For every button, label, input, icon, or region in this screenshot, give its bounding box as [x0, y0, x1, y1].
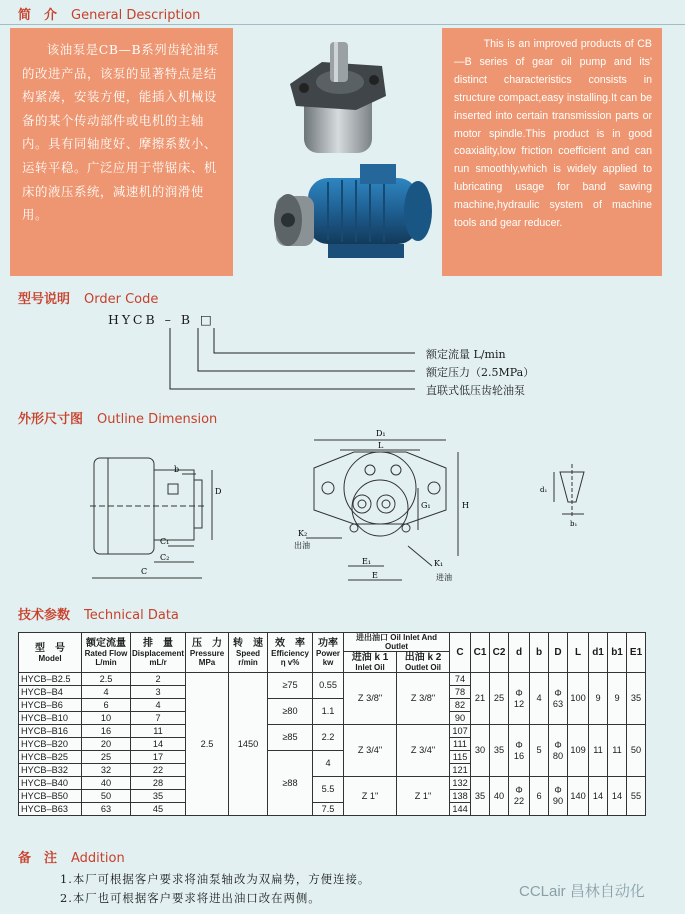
table-cell: HYCB–B4: [19, 686, 82, 699]
intro-heading: [18, 4, 200, 23]
table-cell: ≥75: [268, 673, 313, 699]
table-cell: 25: [490, 673, 509, 725]
order-heading: [18, 288, 158, 307]
dim-label-c: C: [141, 567, 148, 576]
intro-title-en: General Description: [71, 8, 201, 23]
dim-label-d1-detail: d₁: [540, 486, 548, 494]
intro-cn-panel: [10, 28, 233, 276]
table-cell: 4: [131, 699, 186, 712]
table-cell: HYCB–B25: [19, 751, 82, 764]
table-cell: 35: [131, 790, 186, 803]
notes-heading: [18, 847, 125, 866]
table-cell: 109: [568, 725, 589, 777]
table-cell: 0.55: [313, 673, 344, 699]
table-cell: 11: [589, 725, 608, 777]
header-speed: 转 速 Speed r/min: [229, 633, 268, 673]
table-cell: 21: [471, 673, 490, 725]
table-cell: 1.1: [313, 699, 344, 725]
dim-label-k1: K₁: [434, 559, 444, 568]
table-cell: 4: [313, 751, 344, 777]
table-cell: Φ 80: [549, 725, 568, 777]
table-cell: 115: [450, 751, 471, 764]
note-item: 2.本厂也可根据客户要求将进出油口改在两侧。: [60, 891, 321, 905]
header-pressure: 压 力 Pressure MPa: [186, 633, 229, 673]
table-cell: 11: [608, 725, 627, 777]
table-cell: HYCB–B2.5: [19, 673, 82, 686]
table-cell: 7.5: [313, 803, 344, 816]
order-title-cn: 型号说明: [18, 292, 71, 307]
dim-label-b: b: [174, 465, 180, 474]
header-flow: 额定流量 Rated Flow L/min: [82, 633, 131, 673]
table-cell: 40: [490, 777, 509, 816]
table-cell: 138: [450, 790, 471, 803]
header-b1: b1: [608, 633, 627, 673]
brand-watermark: CCLair 昌林自动化: [519, 883, 645, 900]
table-cell: 5.5: [313, 777, 344, 803]
table-cell: 90: [450, 712, 471, 725]
table-cell: 3: [131, 686, 186, 699]
dim-label-e: E: [372, 571, 378, 580]
keyway-detail-drawing: [540, 462, 600, 534]
dim-label-k2: K₂: [298, 529, 308, 538]
header-l: L: [568, 633, 589, 673]
table-cell: 16: [82, 725, 131, 738]
table-cell: 50: [627, 725, 646, 777]
table-cell: HYCB–B50: [19, 790, 82, 803]
table-cell: 6: [530, 777, 549, 816]
table-cell: 22: [131, 764, 186, 777]
gear-pump-image: [282, 36, 392, 156]
table-cell: 2.2: [313, 725, 344, 751]
table-cell: 11: [131, 725, 186, 738]
table-cell: 9: [589, 673, 608, 725]
table-cell: Φ 12: [509, 673, 530, 725]
header-d-large: D: [549, 633, 568, 673]
motor-pump-image: [268, 158, 438, 270]
outline-title-en: Outline Dimension: [97, 412, 218, 427]
header-d1: d1: [589, 633, 608, 673]
table-cell: 35: [490, 725, 509, 777]
order-code: HYCB – B □: [108, 312, 215, 327]
table-cell: 82: [450, 699, 471, 712]
tech-title-en: Technical Data: [84, 608, 179, 623]
table-cell: 100: [568, 673, 589, 725]
table-cell: Z 3/8": [344, 673, 397, 725]
table-cell: 50: [82, 790, 131, 803]
intro-title-cn: 简 介: [18, 8, 58, 23]
table-cell: Φ 90: [549, 777, 568, 816]
header-b: b: [530, 633, 549, 673]
technical-data-table: [18, 632, 646, 816]
table-cell: Z 3/8": [397, 673, 450, 725]
table-cell: HYCB–B20: [19, 738, 82, 751]
header-c2: C2: [490, 633, 509, 673]
table-cell: 20: [82, 738, 131, 751]
table-row: [19, 725, 646, 738]
header-c: C: [450, 633, 471, 673]
table-cell: 45: [131, 803, 186, 816]
annotation-flow: 额定流量 L/min: [426, 348, 506, 361]
header-inlet: 进油 k 1 Inlet Oil: [344, 652, 397, 673]
table-cell: Z 3/4": [344, 725, 397, 777]
table-cell: 140: [568, 777, 589, 816]
dim-label-l: L: [378, 441, 384, 450]
table-cell: 2.5: [82, 673, 131, 686]
table-cell: Z 3/4": [397, 725, 450, 777]
table-cell: 14: [589, 777, 608, 816]
header-displacement: 排 量 Displacement mL/r: [131, 633, 186, 673]
table-cell: 9: [608, 673, 627, 725]
table-cell: Φ 22: [509, 777, 530, 816]
table-cell: 78: [450, 686, 471, 699]
dim-label-d1: D₁: [376, 429, 386, 438]
annotation-type: 直联式低压齿轮油泵: [426, 384, 525, 397]
table-cell: 7: [131, 712, 186, 725]
table-cell: HYCB–B16: [19, 725, 82, 738]
table-cell: 4: [82, 686, 131, 699]
order-title-en: Order Code: [84, 292, 159, 307]
table-cell: 2: [131, 673, 186, 686]
note-item: 1.本厂可根据客户要求将油泵轴改为双扁势，方便连接。: [60, 872, 371, 886]
intro-en-panel: [442, 28, 662, 276]
table-cell: 5: [530, 725, 549, 777]
table-row: [19, 777, 646, 790]
dim-label-c2: C₂: [160, 553, 170, 562]
notes-title-cn: 备 注: [18, 851, 58, 866]
table-cell: ≥80: [268, 699, 313, 725]
divider: [0, 24, 685, 25]
header-d-small: d: [509, 633, 530, 673]
table-cell: ≥85: [268, 725, 313, 751]
outlet-label: 出油: [294, 541, 310, 550]
order-code-leaders: [150, 325, 420, 395]
table-cell: 25: [82, 751, 131, 764]
table-cell: 35: [471, 777, 490, 816]
table-cell: 4: [530, 673, 549, 725]
table-cell: 74: [450, 673, 471, 686]
table-cell: Φ 16: [509, 725, 530, 777]
table-cell: 132: [450, 777, 471, 790]
table-cell: 107: [450, 725, 471, 738]
dim-label-e1: E₁: [362, 557, 372, 566]
table-cell: 17: [131, 751, 186, 764]
notes-title-en: Addition: [71, 851, 125, 866]
table-cell: HYCB–B40: [19, 777, 82, 790]
table-cell: 35: [627, 673, 646, 725]
table-cell: 14: [131, 738, 186, 751]
annotation-pressure: 额定压力（2.5MPa）: [426, 366, 535, 379]
table-cell: 144: [450, 803, 471, 816]
header-power: 功率 Power kw: [313, 633, 344, 673]
tech-heading: [18, 604, 179, 623]
dim-label-g1: G₁: [421, 501, 431, 510]
table-cell: HYCB–B6: [19, 699, 82, 712]
table-cell: 28: [131, 777, 186, 790]
front-view-drawing: [284, 426, 484, 586]
dim-label-c1: C₁: [160, 537, 170, 546]
table-cell: Z 1": [344, 777, 397, 816]
table-cell: 6: [82, 699, 131, 712]
table-cell: 40: [82, 777, 131, 790]
inlet-label: 进油: [436, 573, 452, 582]
table-cell: 121: [450, 764, 471, 777]
header-ports: 进出油口 Oil Inlet And Outlet: [344, 633, 450, 652]
header-e1: E1: [627, 633, 646, 673]
table-row: [19, 673, 646, 686]
outline-title-cn: 外形尺寸图: [18, 412, 84, 427]
table-cell: ≥88: [268, 751, 313, 816]
table-cell: Φ 63: [549, 673, 568, 725]
speed-cell: 1450: [229, 673, 268, 816]
header-model: 型 号 Model: [19, 633, 82, 673]
side-view-drawing: [84, 450, 234, 586]
table-cell: 14: [608, 777, 627, 816]
table-cell: Z 1": [397, 777, 450, 816]
table-cell: HYCB–B63: [19, 803, 82, 816]
dim-label-h: H: [462, 501, 469, 510]
table-cell: 30: [471, 725, 490, 777]
table-cell: HYCB–B10: [19, 712, 82, 725]
dim-label-b1: b₁: [570, 520, 578, 528]
table-cell: 10: [82, 712, 131, 725]
table-cell: 55: [627, 777, 646, 816]
header-c1: C1: [471, 633, 490, 673]
pressure-cell: 2.5: [186, 673, 229, 816]
table-cell: HYCB–B32: [19, 764, 82, 777]
table-cell: 63: [82, 803, 131, 816]
intro-cn-text: 该油泵是CB—B系列齿轮油泵的改进产品，该泵的显著特点是结构紧凑，安装方便，能插入机械设备的某个传动部件或电机的主轴内。具有同轴度好、摩擦系数小、运转平稳。广泛应用于带锯床、机床的液压系统，减速机的润滑使用。: [22, 42, 220, 223]
tech-title-cn: 技术参数: [18, 608, 71, 623]
header-outlet: 出油 k 2 Outlet Oil: [397, 652, 450, 673]
table-cell: 111: [450, 738, 471, 751]
outline-heading: [18, 408, 217, 427]
header-efficiency: 效 率 Efficiency η v%: [268, 633, 313, 673]
table-cell: 32: [82, 764, 131, 777]
dim-label-d: D: [215, 487, 222, 496]
intro-en-text: This is an improved products of CB—B series of gear oil pump and its' distinct characteristics consists in structure compact,easy installing.It can be inserted into certain transmission parts or motor spindle.This product is in good coaxiality,low friction coefficient and can run smoothly,which is widely applied to lubricating usage for band sawing machine,hydraulic system of machine tools and gear reducer.: [454, 38, 652, 230]
